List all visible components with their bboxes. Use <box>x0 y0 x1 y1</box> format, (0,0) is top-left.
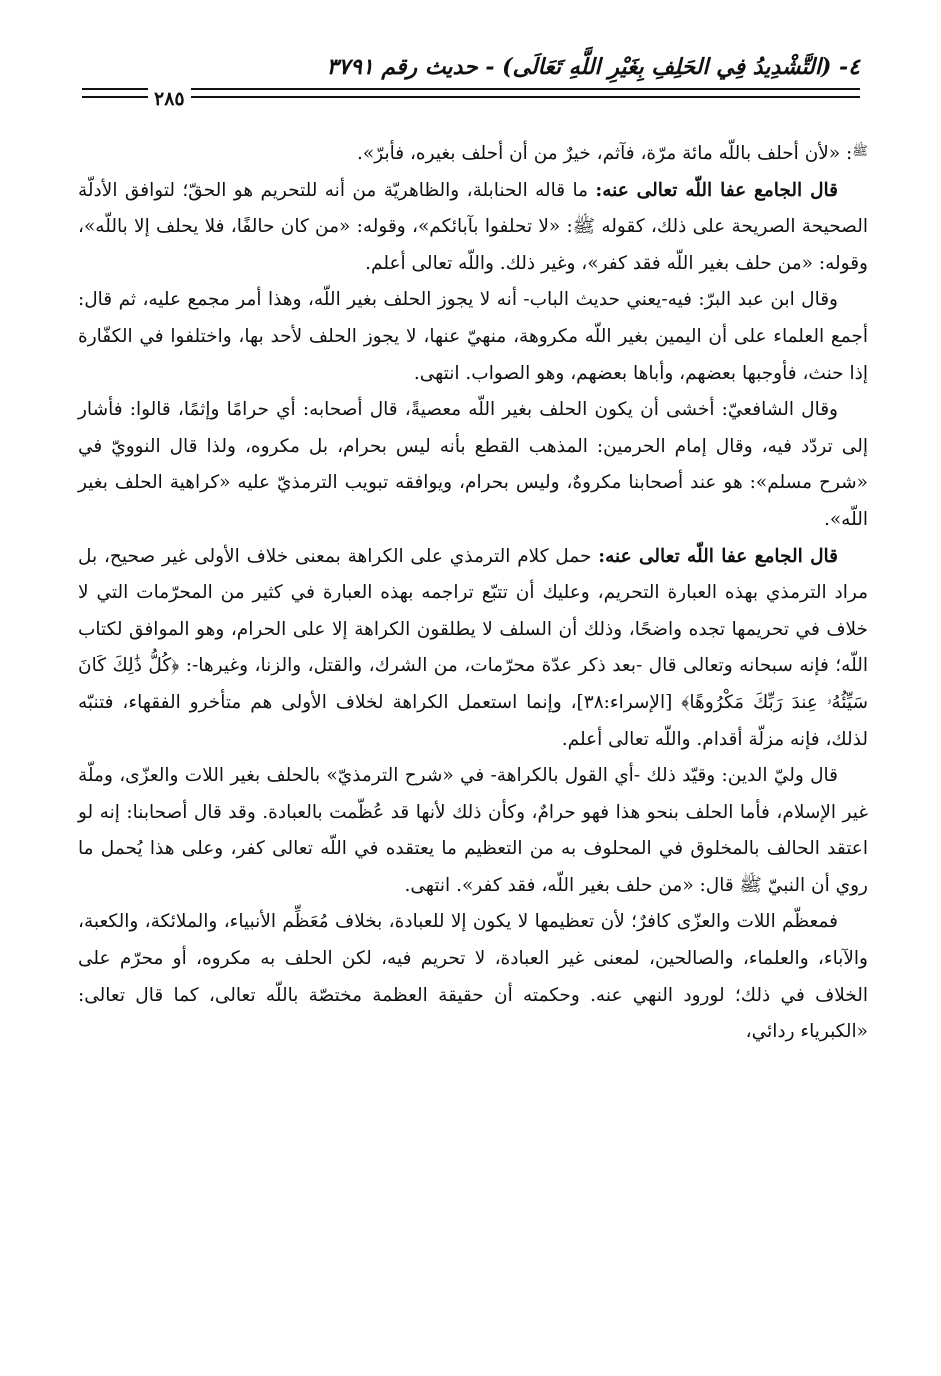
chapter-title: ٤- (التَّشْدِيدُ فِي الحَلِفِ بِغَيْرِ اللَّهِ تَعَالَى) - حديث رقم ٣٧٩١ <box>326 54 860 80</box>
paragraph <box>78 134 868 173</box>
paragraph <box>78 758 868 904</box>
author-comment-lead: قال الجامع عفا اللّه تعالى عنه: <box>595 179 838 201</box>
paragraph-text: ما قاله الحنابلة، والظاهريّة من أنه للتحريم هو الحقّ؛ لتوافق الأدلّة الصحيحة الصريحة على ذلك، كقوله ﷺ: «لا تحلفوا بآبائكم»، وقوله: «من كان حالفًا، فلا يحلف إلا باللّه»، وقوله: «من حلف بغير اللّه فقد كفر»، وغير ذلك. واللّه تعالى أعلم. <box>78 179 868 274</box>
paragraph <box>78 173 868 283</box>
paragraph-text: وقال ابن عبد البرّ: فيه-يعني حديث الباب- أنه لا يجوز الحلف بغير اللّه، وهذا أمر مجمع عليه، ثم قال: أجمع العلماء على أن اليمين بغير اللّه مكروهة، منهيّ عنها، لا يجوز الحلف لأحد بها، واختلفوا في الكفّارة إذا حنث، فأوجبها بعضهم، وأباها بعضهم، وهو الصواب. انتهى. <box>78 289 868 384</box>
paragraph <box>78 392 868 538</box>
paragraph-text: : «لأن أحلف باللّه مائة مرّة، فآثم، خيرٌ من أن أحلف بغيره، فأبرّ». <box>357 143 853 164</box>
paragraph-text: فمعظّم اللات والعزّى كافرٌ؛ لأن تعظيمها لا يكون إلا للعبادة، بخلاف مُعَظِّم الأنبياء، والملائكة، والكعبة، والآباء، والعلماء، والصالحين، لمعنى غير العبادة، لا تحريم فيه، لكن الحلف به مكروه، أو محرّم على الخلاف في ذلك؛ لورود النهي عنه. وحكمته أن حقيقة العظمة مختصّة باللّه تعالى، كما قال تعالى: «الكبرياء ردائي، <box>78 911 868 1043</box>
paragraph-text: وقال الشافعيّ: أخشى أن يكون الحلف بغير اللّه معصيةً، قال أصحابه: أي حرامًا وإثمًا، قالوا: فأشار إلى تردّد فيه، وقال إمام الحرمين: المذهب القطع بأنه ليس بحرام، بل مكروه، ولذا قال النوويّ في «شرح مسلم»: هو عند أصحابنا مكروهٌ، وليس بحرام، ويوافقه تبويب الترمذيّ عليه «كراهية الحلف بغير اللّه». <box>78 399 868 530</box>
salawat-glyph: ﷺ <box>852 144 868 159</box>
paragraph <box>78 282 868 392</box>
author-comment-lead: قال الجامع عفا اللّه تعالى عنه: <box>598 545 838 567</box>
paragraph <box>78 539 868 759</box>
page-number: ٢٨٥ <box>148 88 191 110</box>
paragraph-text: قال وليّ الدين: وقيّد ذلك -أي القول بالكراهة- في «شرح الترمذيّ» بالحلف بغير اللات والعزّى، وملّة غير الإسلام، فأما الحلف بنحو هذا فهو حرامٌ، وكأن ذلك لأنها قد عُظّمت بالعبادة. وقد قال أصحابنا: إنه لو اعتقد الحالف بالمخلوق في المحلوف به من التعظيم ما يعتقده في اللّه تعالى كفر، وعلى هذا يُحمل ما روي أن النبيّ ﷺ قال: «من حلف بغير اللّه، فقد كفر». انتهى. <box>78 765 868 896</box>
paragraph <box>78 904 868 1050</box>
page-body <box>78 134 868 1051</box>
running-header <box>82 50 860 110</box>
paragraph-text: حمل كلام الترمذي على الكراهة بمعنى خلاف الأولى غير صحيح، بل مراد الترمذي بهذه العبارة التحريم، وعليك أن تتبّع تراجمه بهذه العبارة في كثير من المحرّمات التي لا خلاف في تحريمها تجده واضحًا، وذلك أن السلف لا يطلقون الكراهة إلا على الحرام، وهو الموافق لكتاب اللّه؛ فإنه سبحانه وتعالى قال -بعد ذكر عدّة محرّمات، من الشرك، والقتل، والزنا، وغيرها-: ﴿كُلُّ ذَٰلِكَ كَانَ سَيِّئُهُۥ عِندَ رَبِّكَ مَكْرُوهًا﴾ [الإسراء:٣٨]، وإنما استعمل الكراهة لخلاف الأولى هم متأخرو الفقهاء، فتنبّه لذلك، فإنه مزلّة أقدام. واللّه تعالى أعلم. <box>78 545 868 750</box>
header-rule-bottom <box>82 96 860 98</box>
header-rule-top <box>82 88 860 90</box>
